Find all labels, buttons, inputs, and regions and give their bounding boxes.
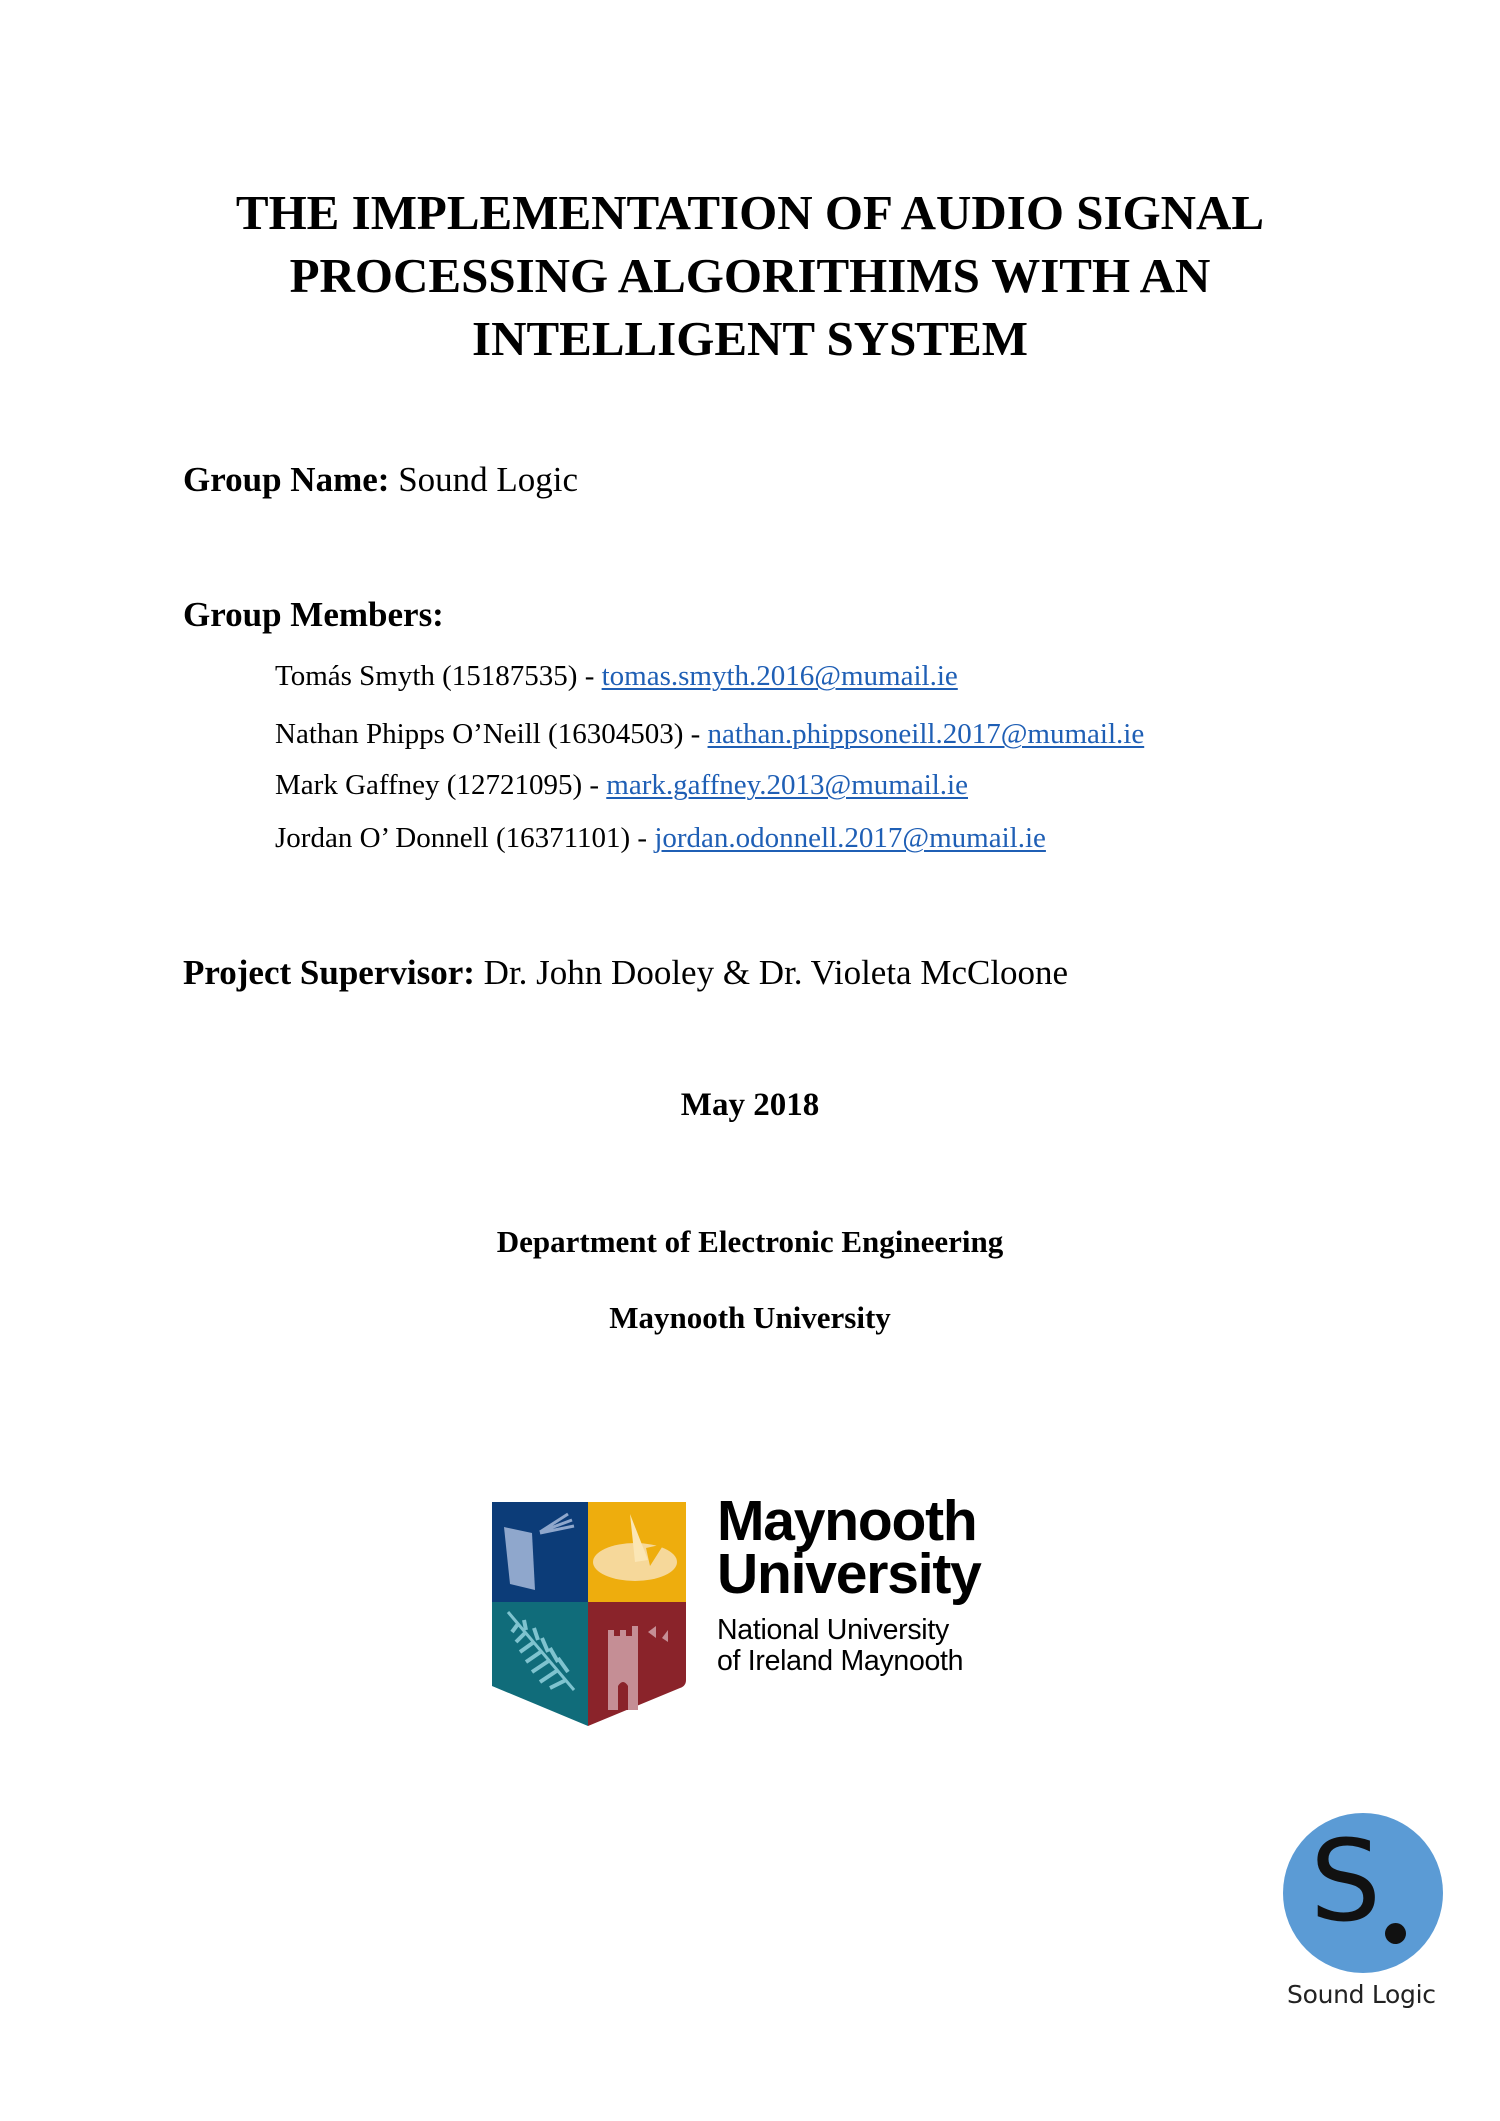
title-line-3: INTELLIGENT SYSTEM xyxy=(472,311,1028,366)
sound-logic-dot-icon xyxy=(1385,1923,1406,1944)
title-line-1: THE IMPLEMENTATION OF AUDIO SIGNAL xyxy=(235,185,1265,240)
group-name-label: Group Name: xyxy=(183,460,390,499)
maynooth-logo-line4: of Ireland Maynooth xyxy=(717,1645,964,1677)
department: Department of Electronic Engineering xyxy=(496,1224,1004,1259)
member-email-link[interactable]: mark.gaffney.2013@mumail.ie xyxy=(606,769,968,801)
supervisor-label: Project Supervisor: xyxy=(183,953,475,992)
member-name: Tomás Smyth (15187535) - xyxy=(275,660,602,692)
supervisor-value: Dr. John Dooley & Dr. Violeta McCloone xyxy=(483,953,1069,992)
sound-logic-label: Sound Logic xyxy=(1287,1980,1436,2009)
maynooth-logo-line1: Maynooth xyxy=(717,1489,977,1553)
university: Maynooth University xyxy=(609,1300,891,1335)
member-email-link[interactable]: tomas.smyth.2016@mumail.ie xyxy=(601,660,958,692)
group-members-heading xyxy=(183,597,444,632)
supervisor-row xyxy=(183,955,1068,990)
member-email-link[interactable]: jordan.odonnell.2017@mumail.ie xyxy=(654,822,1046,854)
group-name-value: Sound Logic xyxy=(398,460,579,499)
member-name: Jordan O’ Donnell (16371101) - xyxy=(275,822,655,854)
sound-logic-s-glyph: S xyxy=(1310,1817,1382,1947)
member-item xyxy=(275,824,1046,853)
group-members-label: Group Members: xyxy=(183,595,444,634)
member-name: Nathan Phipps O’Neill (16304503) - xyxy=(275,718,708,750)
title-line-2: PROCESSING ALGORITHIMS WITH AN xyxy=(289,248,1211,303)
date: May 2018 xyxy=(680,1087,820,1123)
member-item xyxy=(275,720,1144,749)
member-item xyxy=(275,771,968,800)
group-name-row xyxy=(183,462,578,497)
maynooth-logo-line2: University xyxy=(717,1542,981,1606)
maynooth-logo-line3: National University xyxy=(717,1614,949,1646)
maynooth-shield-icon xyxy=(490,1500,690,1730)
member-item xyxy=(275,662,958,691)
member-name: Mark Gaffney (12721095) - xyxy=(275,769,607,801)
member-email-link[interactable]: nathan.phippsoneill.2017@mumail.ie xyxy=(707,718,1145,750)
